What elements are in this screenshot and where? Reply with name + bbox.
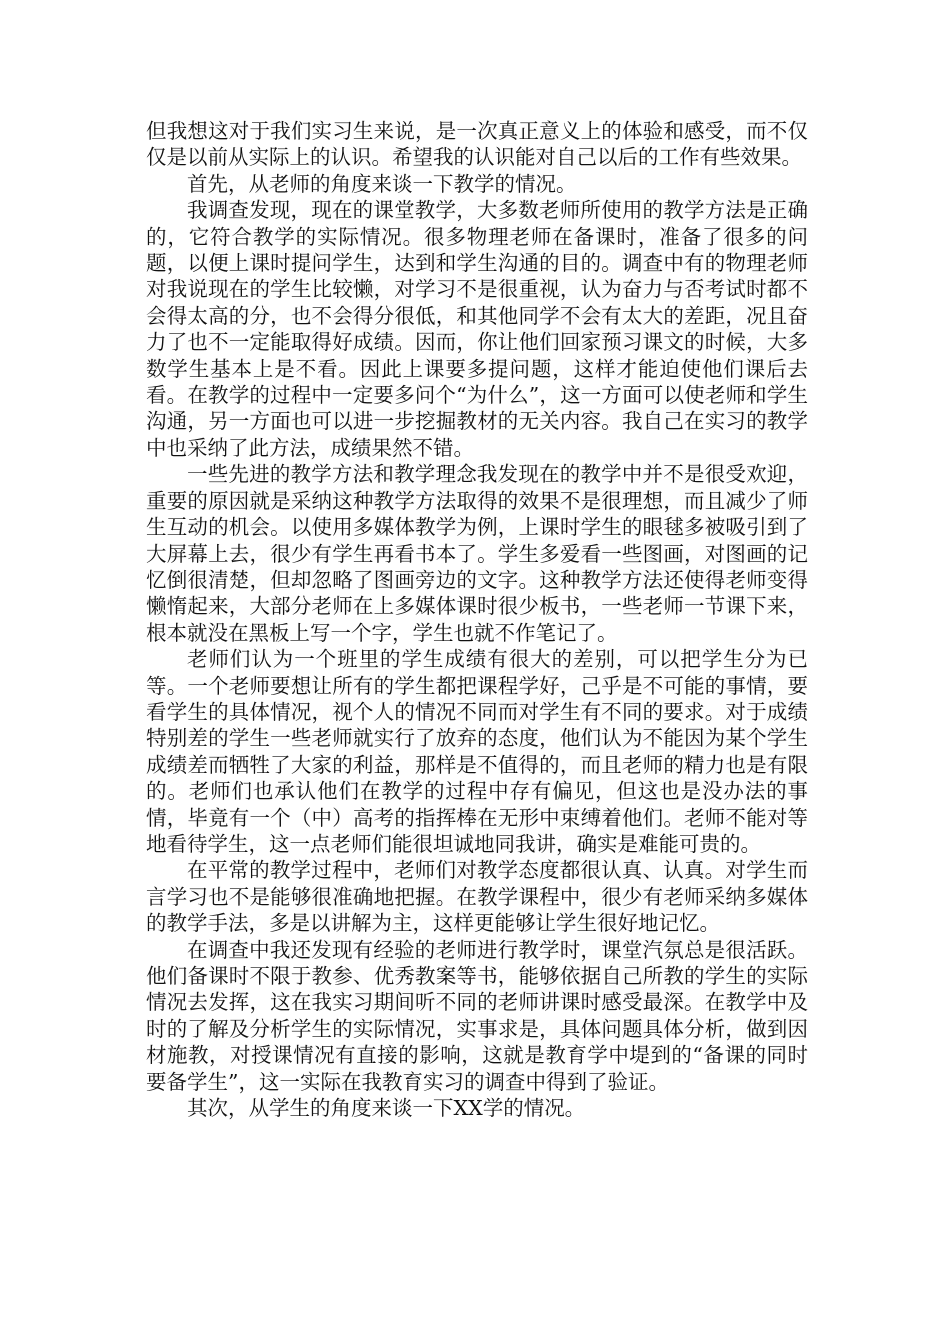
paragraph-3: 我调查发现，现在的课堂教学，大多数老师所使用的教学方法是正确的，它符合教学的实际情况。很多物理老师在备课时，准备了很多的问题，以便上课时提问学生，达到和学生沟通的目的。调查中有的物理老师对我说现在的学生比较懒，对学习不是很重视，认为奋力与否考试时都不会得太高的分，也不会得分很低，和其他同学不会有太大的差距，况且奋力了也不一定能取得好成绩。因而，你让他们回家预习课文的时候，大多数学生基本上是不看。因此上课要多提问题，这样才能迫使他们课后去看。在教学的过程中一定要多问个“为什么”，这一方面可以使老师和学生沟通，另一方面也可以进一步挖掘教材的无关内容。我自己在实习的教学中也采纳了此方法，成绩果然不错。 — [146, 198, 808, 460]
paragraph-8: 其次，从学生的角度来谈一下XX学的情况。 — [187, 1096, 586, 1121]
paragraph-7: 在调查中我还发现有经验的老师进行教学时，课堂汽氛总是很活跃。他们备课时不限于教参、优秀教案等书，能够依据自己所教的学生的实际情况去发挥，这在我实习期间听不同的老师讲课时感受最深。在教学中及时的了解及分析学生的实际情况，实事求是，具体问题具体分析，做到因材施教，对授课情况有直接的影响，这就是教育学中堤到的“备课的同时要备学生”，这一实际在我教育实习的调查中得到了验证。 — [146, 937, 808, 1094]
paragraph-2: 首先，从老师的角度来谈一下教学的情况。 — [187, 171, 577, 196]
paragraph-6: 在平常的教学过程中，老师们对教学态度都很认真、认真。对学生而言学习也不是能够很准确地把握。在教学课程中，很少有老师采纳多媒体的教学手法，多是以讲解为主，这样更能够让学生很好地记忆。 — [146, 858, 808, 936]
document-body — [146, 118, 808, 1121]
paragraph-5: 老师们认为一个班里的学生成绩有很大的差别，可以把学生分为已等。一个老师要想让所有的学生都把课程学好，己乎是不可能的事情，要看学生的具体情况，视个人的情况不同而对学生有不同的要求。对于成绩特别差的学生一些老师就实行了放弃的态度，他们认为不能因为某个学生成绩差而牺牲了大家的利益，那样是不值得的，而且老师的精力也是有限的。老师们也承认他们在教学的过程中存有偏见，但这也是没办法的事情，毕竟有一个（中）高考的指挥棒在无形中束缚着他们。老师不能对等地看待学生，这一点老师们能很坦诚地同我讲，确实是难能可贵的。 — [146, 647, 808, 856]
paragraph-4: 一些先进的教学方法和教学理念我发现在的教学中并不是很受欢迎，重要的原因就是采纳这种教学方法取得的效果不是很理想，而且减少了师生互动的机会。以使用多媒体教学为例，上课时学生的眼毬多被吸引到了大屏幕上去，很少有学生再看书本了。学生多爱看一些图画，对图画的记忆倒很清楚，但却忽略了图画旁边的文字。这种教学方法还使得老师变得懒惰起来，大部分老师在上多媒体课时很少板书，一些老师一节课下来，根本就没在黑板上写一个字，学生也就不作笔记了。 — [146, 462, 808, 645]
paragraph-1: 但我想这对于我们实习生来说，是一次真正意义上的体验和感受，而不仅仅是以前从实际上的认识。希望我的认识能对自己以后的工作有些效果。 — [146, 119, 808, 170]
